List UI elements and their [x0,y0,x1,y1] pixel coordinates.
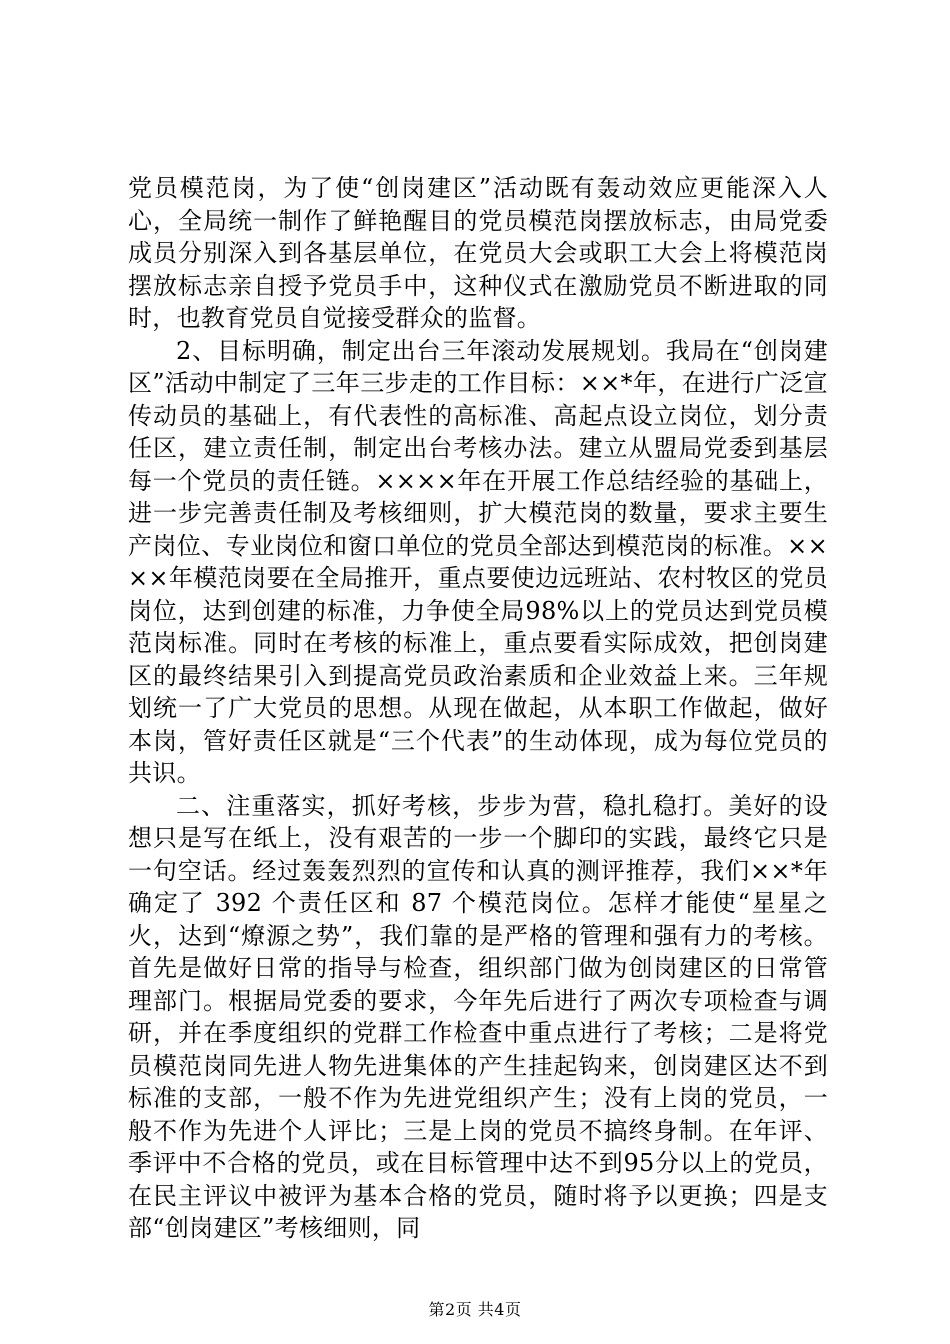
paragraph-three-year-plan: 2、目标明确，制定出台三年滚动发展规划。我局在“创岗建区”活动中制定了三年三步走的工作目标：××*年，在进行广泛宣传动员的基础上，有代表性的高标准、高起点设立岗位，划分责任区，建立责任制，制定出台考核办法。建立从盟局党委到基层每一个党员的责任链。××××年在开展工作总结经验的基础上，进一步完善责任制及考核细则，扩大模范岗的数量，要求主要生产岗位、专业岗位和窗口单位的党员全部达到模范岗的标准。××××年模范岗要在全局推开，重点要使边远班站、农村牧区的党员岗位，达到创建的标准，力争使全局98%以上的党员达到党员模范岗标准。同时在考核的标准上，重点要看实际成效，把创岗建区的最终结果引入到提高党员政治素质和企业效益上来。三年规划统一了广大党员的思想。从现在做起，从本职工作做起，做好本岗，管好责任区就是“三个代表”的生动体现，成为每位党员的共识。 [128,336,828,787]
document-body [128,172,828,1245]
page-footer: 第2页 共4页 [428,1300,522,1319]
paragraph-implementation: 二、注重落实，抓好考核，步步为营，稳扎稳打。美好的设想只是写在纸上，没有艰苦的一步一个脚印的实践，最终它只是一句空话。经过轰轰烈烈的宣传和认真的测评推荐，我们××*年确定了 392 个责任区和 87 个模范岗位。怎样才能使“星星之火，达到“燎源之势”，我们靠的是严格的管理和强有力的考核。首先是做好日常的指导与检查，组织部门做为创岗建区的日常管理部门。根据局党委的要求，今年先后进行了两次专项检查与调研，并在季度组织的党群工作检查中重点进行了考核；二是将党员模范岗同先进人物先进集体的产生挂起钩来，创岗建区达不到标准的支部，一般不作为先进党组织产生；没有上岗的党员，一般不作为先进个人评比；三是上岗的党员不搞终身制。在年评、季评中不合格的党员，或在目标管理中达不到95分以上的党员，在民主评议中被评为基本合格的党员，随时将予以更换；四是支部“创岗建区”考核细则，同 [128,791,828,1242]
paragraph-continuation: 党员模范岗，为了使“创岗建区”活动既有轰动效应更能深入人心，全局统一制作了鲜艳醒目的党员模范岗摆放标志，由局党委成员分别深入到各基层单位，在党员大会或职工大会上将模范岗摆放标志亲自授予党员手中，这种仪式在激励党员不断进取的同时，也教育党员自觉接受群众的监督。 [128,174,828,332]
